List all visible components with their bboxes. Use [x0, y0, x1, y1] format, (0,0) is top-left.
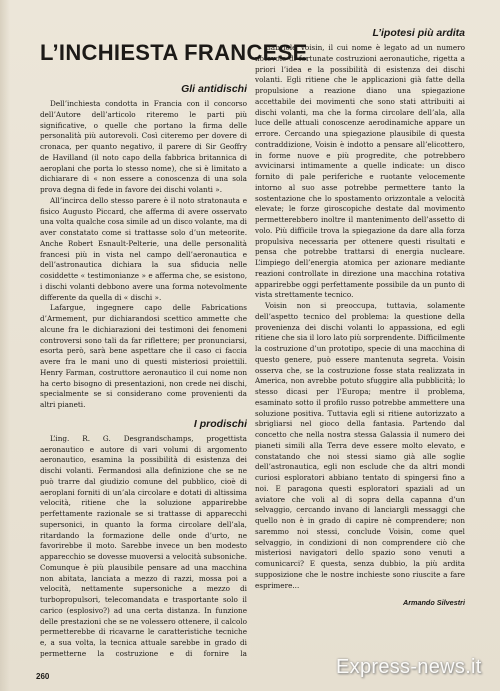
- page-number: 260: [36, 672, 50, 681]
- paragraph: All’incirca dello stesso parere è il noto stratonauta e fisico Augusto Piccard, che afferma di avere osservato una volta qualche cosa simile ad un disco volante, ma di aver constatato come si trattasse solo d’un meteorite. Anche Robert Esnault-Pelterie, una delle personalità francesi più in vista nel campo dell’aeronautica e dell’astronautica dichiara la sua sfiducia nelle cosiddette « testimonianze » e afferma che, se esistono, i dischi volanti debbono avere una forma notevolmente differente da quella di « dischi ».: [40, 195, 247, 302]
- paragraph: Gabriele Voisin, il cui nome è legato ad un numero notevole di fortunate costruzioni aeronautiche, rigetta a priori l’idea e la possibilità di esistenza dei dischi volanti. Egli ritiene che le applicazioni già fatte della propulsione a reazione diano una spiegazione accettabile dei movimenti che sono stati attribuiti ai dischi volanti, ma che la forma circolare dell’ala, alla luce delle attuali conoscenze aerodinamiche appare un errore. Cercando una spiegazione plausibile di questa contraddizione, Voisin è indotto a pensare all’elicottero, in forme nuove e più progredite, che potrebbero avvicinarsi intimamente a quelle indicate: un disco fornito di pale periferiche e ruotante velocemente intorno al suo asse potrebbe permettere tanto la sostentazione che lo spostamento orizzontale a velocità elevate; le forze giroscopiche destate dal movimento permetterebbero inoltre il mantenimento dell’assetto di volo. Più difficile trova la spiegazione da dare alla forza propulsiva necessaria per ottenere questi risultati e pensa che potrebbe trattarsi di energia nucleare. L’impiego dell’energia atomica per azionare mediante reazioni controllate in direzione una macchina rotativa apparirebbe oggi perfettamente possibile da un punto di vista strettamente tecnico.: [255, 43, 465, 300]
- paragraph: L’ing. R. G. Desgrandschamps, progettista aeronautico e autore di vari volumi di argomento aeronautico, esamina la possibilità di esistenza dei dischi volanti. Fermandosi alla definizione che se ne può trarre dal giudizio comune del pubblico, cioè di aeroplani forniti di un’ala circolare e dotati di altissima velocità, ritiene che la soluzione apparirebbe perfettamente razionale se si trattasse di apparecchi supersonici, in quanto la forma circolare dell’ala, ritardando la formazione delle onde d’urto, ne favorirebbe il moto. Sarebbe invece un ben modesto apparecchio se dovesse muoversi a velocità subsoniche. Comunque è più plausibile pensare ad una macchina non abitata, lanciata a mezzo di razzi, mossa poi a velocità, nettamente supersoniche a mezzo di turbopropulsori, telecomandata e trasportante solo il carico (esplosivo?) ad una certa distanza. In funzione delle prestazioni che se ne volessero ottenere, il calcolo permetterebbe di ricavarne le caratteristiche tecniche e, a sua volta, la tecnica attuale sarebbe in grado di permetterne la costruzione e di fornire la: [40, 433, 247, 658]
- article-title: L’INCHIESTA FRANCESE: [40, 40, 308, 65]
- paragraph: Voisin non si preoccupa, tuttavia, solamente dell’aspetto tecnico del problema: la questione della provenienza dei dischi volanti lo appassiona, ed egli ritiene che sia il loro lato più sorprendente. Difficilmente la costruzione d’un prototipo, specie di una macchina di questo genere, può essere mantenuta segreta. Voisin osserva che, se la costruzione fosse stata realizzata in America, non avrebbe potuto sfuggire alla pubblicità; lo stesso dicasi per l’Europa; mentre il problema, esaminato sotto il profilo russo potrebbe ammettere una soluzione positiva. Tuttavia egli si ritiene autorizzato a sbrigliarsi nel gioco della fantasia. Partendo dal concetto che nella nostra stessa Galassia il numero dei pianeti simili alla Terra deve essere molto elevato, e constatando che noi stessi siamo già alle soglie dell’astronautica, egli non esclude che da altri mondi curiosi esploratori abbiano tentato di spingersi fino a noi. E paragona questi esploratori spaziali ad un aviatore che voli al di sopra della capanna d’un selvaggio, cercando invano di lanciargli messaggi che quello non è in grado di capire nè comprendere; non saremmo noi stessi, conclude Voisin, come quel selvaggio, in condizioni di non comprendere ciò che misteriosi navigatori dello spazio sono venuti a comunicarci? E questa, senza dubbio, la più ardita supposizione che le nostre inchieste sono riuscite a fare esprimere...: [255, 301, 465, 590]
- paragraph: Lafargue, ingegnere capo delle Fabrications d’Armement, pur dichiarandosi scettico ammette che alcune fra le dichiarazioni dei testimoni dei fenomeni controversi sono tali da far riflettere; per pronunciarsi, esorta però, sarà bene aspettare che il caso ci faccia avere fra le mani uno di questi misteriosi proiettili. Henry Farman, costruttore aeronautico il cui nome non ha certo bisogno di presentazioni, non crede nei dischi, specialmente se si considerano come provenienti da altri pianeti.: [40, 303, 247, 409]
- author-signature: Armando Silvestri: [402, 598, 465, 608]
- section-heading-ipotesi: L’ipotesi più ardita: [372, 27, 465, 39]
- paragraph: Dell’inchiesta condotta in Francia con il concorso dell’Autore dell’articolo riteremo le parti più significative, o quelle che portano la firma delle personalità più autorevoli. Così citeremo per dovere di cronaca, per quanto negativo, il parere di Sir Geoffry de Havilland (il noto capo della fabbrica britannica di aeroplani che porta lo stesso nome), che si è limitato a dichiarare di « non essere a conoscenza di una sola prova degna di fede in favore dei dischi volanti ».: [40, 99, 247, 194]
- watermark: Express-news.it: [336, 656, 482, 678]
- section-heading-antidischi: Gli antidischi: [181, 83, 247, 95]
- right-column: [255, 20, 465, 671]
- page-binding-shadow: [0, 0, 10, 691]
- section-heading-prodischi: I prodischi: [193, 417, 247, 430]
- left-column: [40, 82, 247, 658]
